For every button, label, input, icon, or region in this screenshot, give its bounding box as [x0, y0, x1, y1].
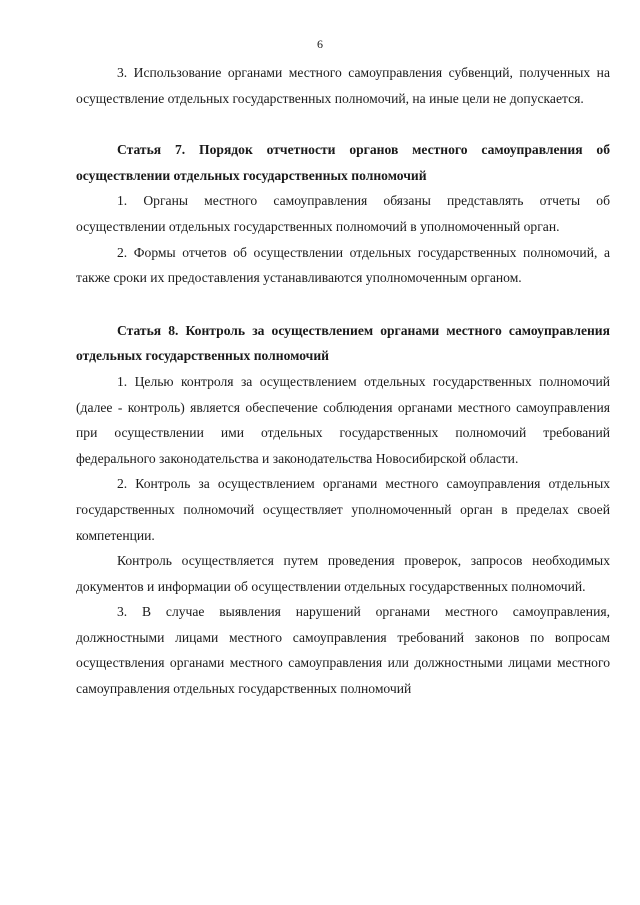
article8-paragraph-2: 2. Контроль за осуществлением органами местного самоуправления отдельных государственных полномочий осуществляет уполномоченный орган в пределах своей компетенции. — [76, 476, 610, 543]
article8-paragraph-1: 1. Целью контроля за осуществлением отдельных государственных полномочий (далее - контроль) является обеспечение соблюдения органами местного самоуправления при осуществлении ими отдельных государственных полномочий требований федерального законодательства и законодательства Новосибирской области. — [76, 373, 610, 466]
article6-paragraph-3: 3. Использование органами местного самоуправления субвенций, полученных на осуществление отдельных государственных полномочий, на иные цели не допускается. — [76, 65, 610, 106]
article7-paragraph-2: 2. Формы отчетов об осуществлении отдельных государственных полномочий, а также сроки их предоставления устанавливаются уполномоченным органом. — [76, 244, 610, 286]
page-number: 6 — [317, 37, 323, 51]
article8-paragraph-2-continued: Контроль осуществляется путем проведения проверок, запросов необходимых документов и информации об осуществлении отдельных государственных полномочий. — [76, 553, 610, 594]
article7-paragraph-1: 1. Органы местного самоуправления обязаны представлять отчеты об осуществлении отдельных государственных полномочий в уполномоченный орган. — [76, 193, 610, 234]
article8-heading: Статья 8. Контроль за осуществлением органами местного самоуправления отдельных государственных полномочий — [76, 322, 610, 364]
article8-paragraph-3: 3. В случае выявления нарушений органами местного самоуправления, должностными лицами местного самоуправления требований законов по вопросам осуществления органами местного самоуправления или должностными лицами местного самоуправления отдельных государственных полномочий — [76, 604, 610, 697]
document-body — [76, 60, 610, 702]
article7-heading: Статья 7. Порядок отчетности органов местного самоуправления об осуществлении отдельных государственных полномочий — [76, 142, 610, 183]
